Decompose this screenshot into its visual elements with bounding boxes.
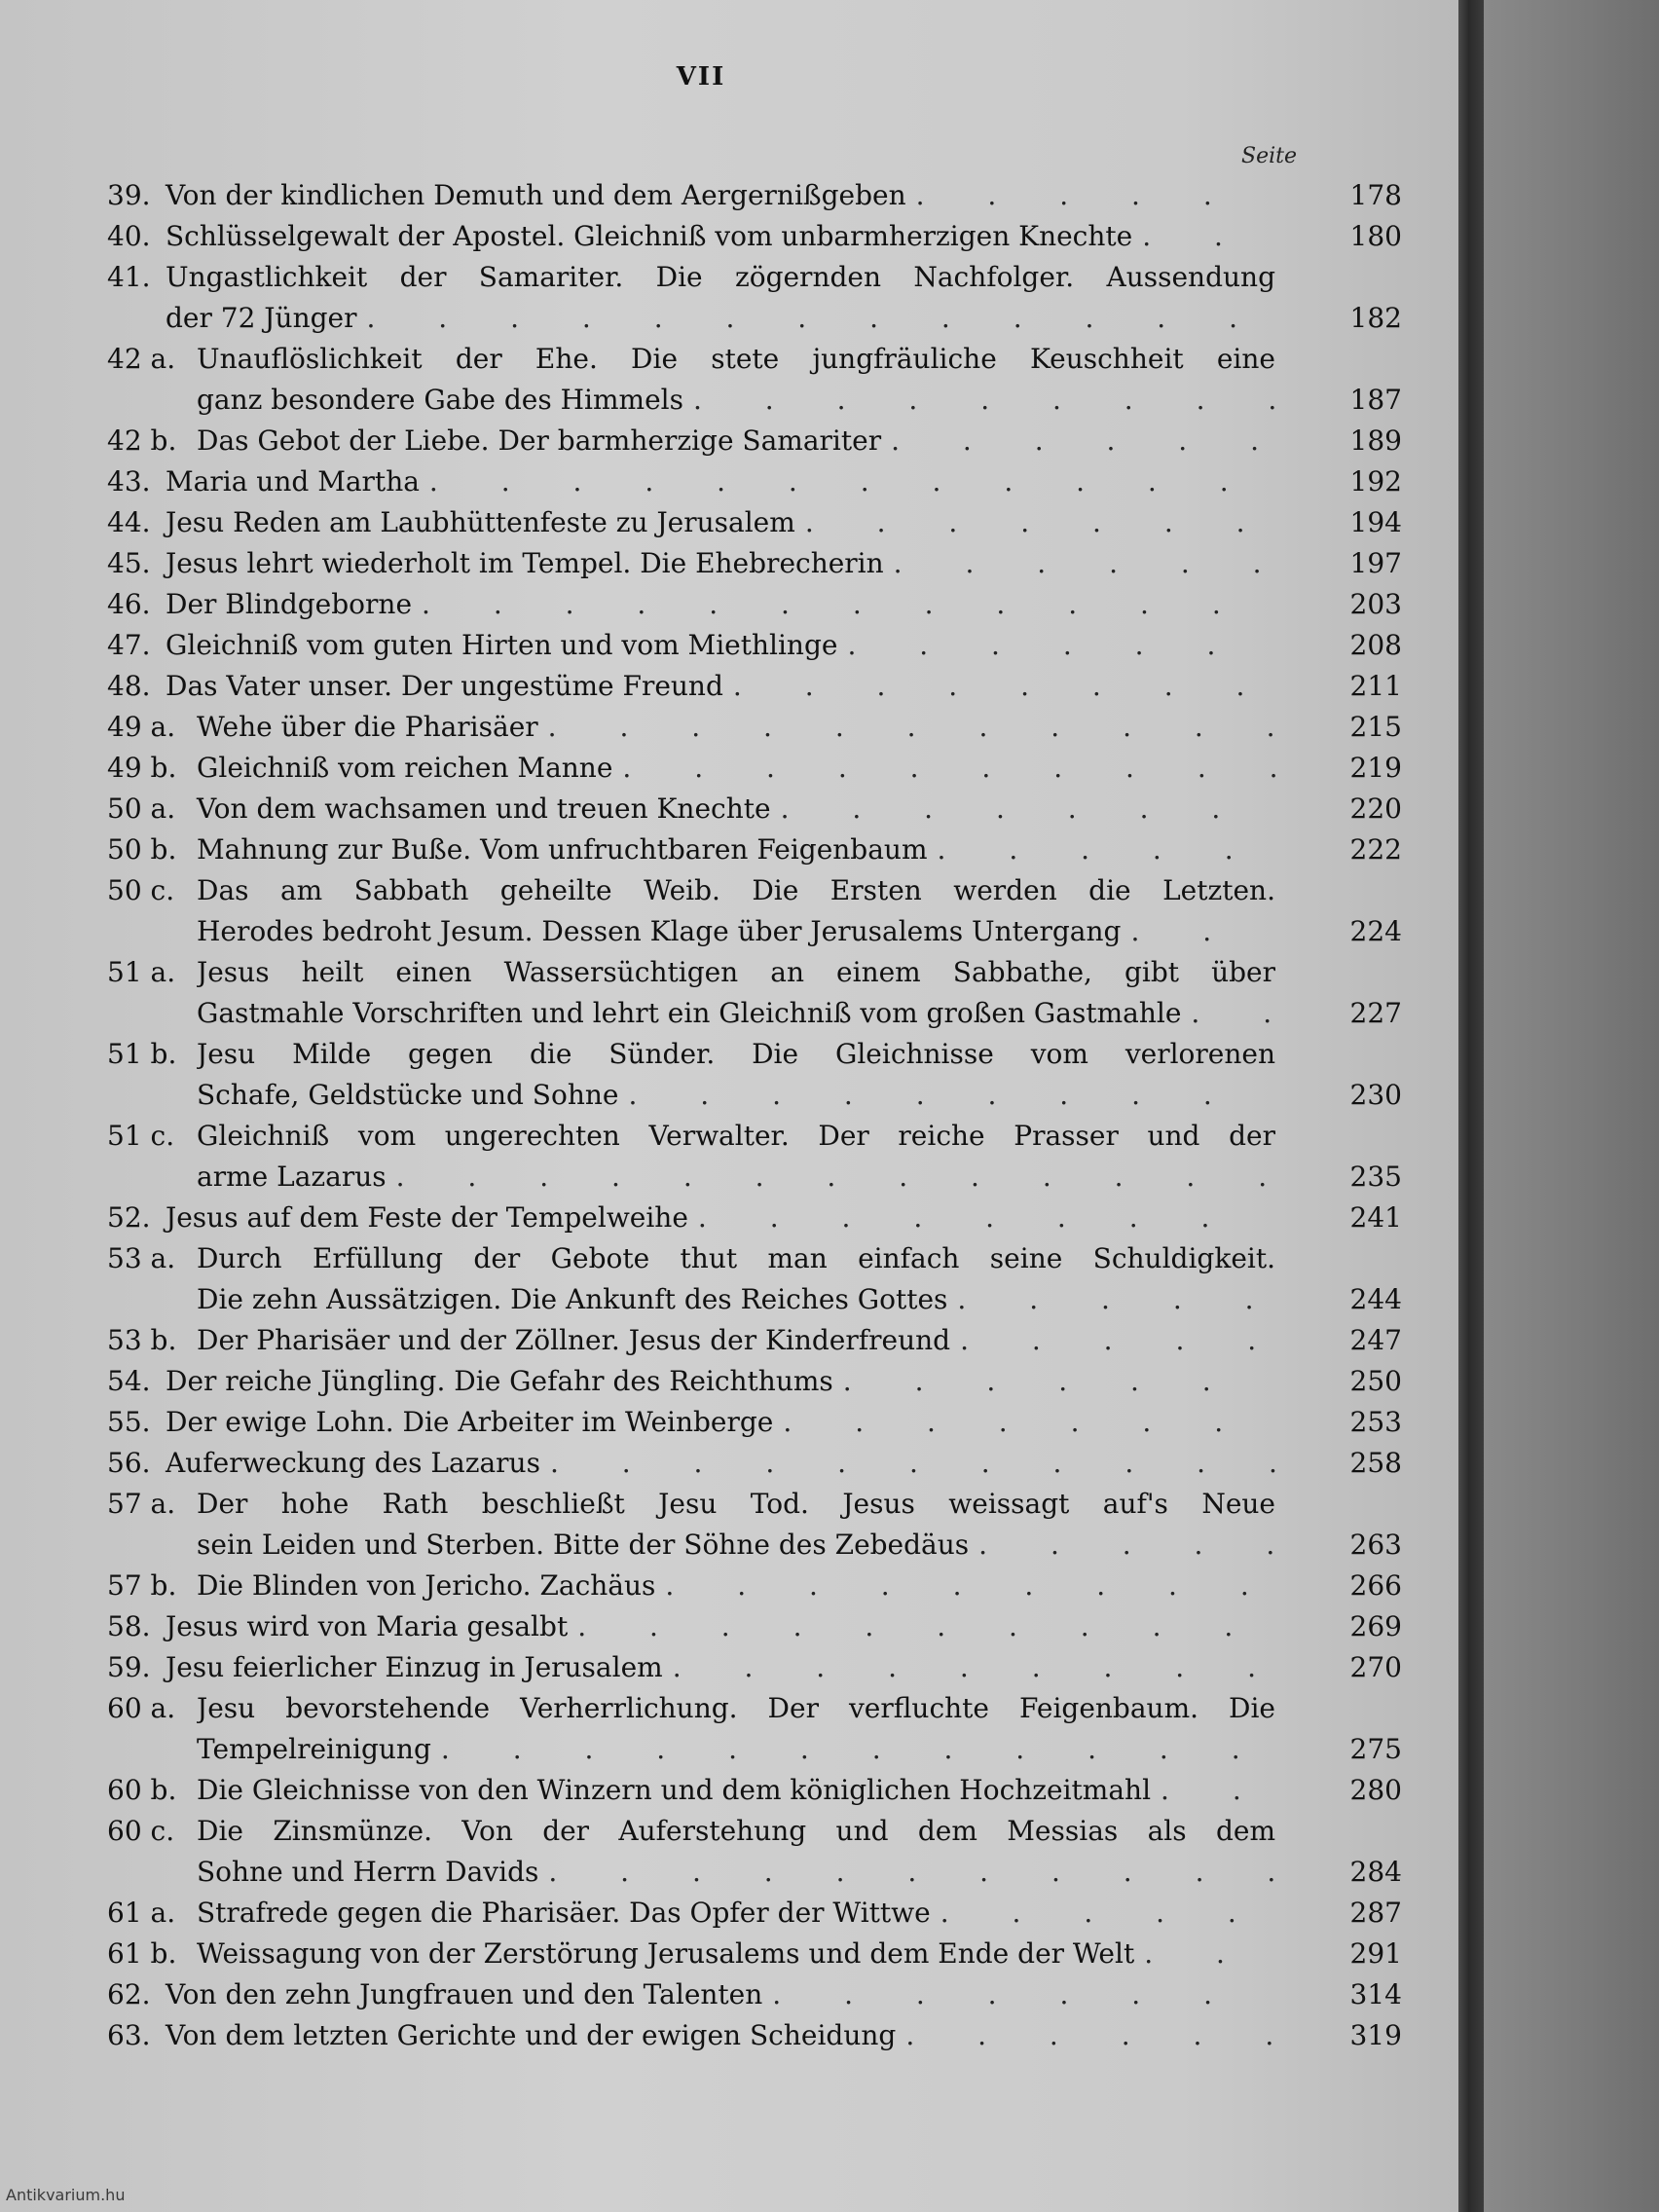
toc-entry-line <box>197 1934 1402 1974</box>
toc-entry-number: 50 c. <box>107 874 175 906</box>
watermark: Antikvarium.hu <box>6 2186 126 2204</box>
toc-entry-line <box>166 666 1402 707</box>
toc-entry-page: 180 <box>1349 220 1402 252</box>
dot-leader <box>366 298 1275 339</box>
toc-entry-body <box>166 1402 1402 1443</box>
page-number: VII <box>676 62 726 92</box>
toc-entry-title: Mahnung zur Buße. Vom unfruchtbaren Feigenbaum <box>197 833 928 866</box>
toc-entry-body <box>197 1688 1402 1770</box>
toc-entry-page: 269 <box>1349 1610 1402 1642</box>
toc-entry-number: 55. <box>107 1406 151 1438</box>
toc-entry-number: 53 b. <box>107 1324 177 1356</box>
toc-entry-number: 56. <box>107 1447 151 1479</box>
toc-entry <box>107 1811 1402 1893</box>
toc-entry-title: Die Blinden von Jericho. Zachäus <box>197 1569 656 1602</box>
toc-entry-number: 41. <box>107 261 151 293</box>
toc-entry-page: 222 <box>1349 833 1402 866</box>
toc-entry-number: 49 a. <box>107 711 176 743</box>
toc-entry-line: Der hohe Rath beschließt Jesu Tod. Jesus weissagt auf's Neue <box>197 1488 1275 1520</box>
toc-entry-line <box>166 298 1402 339</box>
toc-entry <box>107 543 1402 584</box>
dot-leader <box>622 748 1275 789</box>
toc-entry-line <box>197 1770 1402 1811</box>
toc-entry-line <box>197 911 1402 952</box>
toc-entry-page: 280 <box>1349 1774 1402 1806</box>
dot-leader <box>673 1647 1275 1688</box>
toc-entry-line <box>166 1402 1402 1443</box>
toc-entry-line <box>197 421 1402 461</box>
book-gutter <box>1458 0 1484 2212</box>
toc-entry-page: 227 <box>1349 997 1402 1029</box>
toc-entry-title: Der ewige Lohn. Die Arbeiter im Weinberge <box>166 1406 774 1438</box>
table-of-contents <box>107 175 1402 2056</box>
toc-entry-number: 59. <box>107 1651 151 1683</box>
toc-entry <box>107 216 1402 257</box>
toc-entry-number: 61 a. <box>107 1897 176 1929</box>
toc-entry-page: 189 <box>1349 424 1402 457</box>
toc-entry-line <box>197 1075 1402 1116</box>
toc-entry-line <box>166 461 1402 502</box>
toc-entry-number: 44. <box>107 506 151 538</box>
dot-leader <box>781 789 1275 830</box>
toc-entry <box>107 1320 1402 1361</box>
toc-entry-line: Das am Sabbath geheilte Weib. Die Ersten werden die Letzten. <box>197 874 1275 906</box>
toc-entry-line: Durch Erfüllung der Gebote thut man einfach seine Schuldigkeit. <box>197 1242 1275 1274</box>
toc-entry <box>107 1238 1402 1320</box>
toc-entry-body <box>197 1566 1402 1606</box>
toc-entry-number: 50 a. <box>107 793 176 825</box>
toc-entry-page: 287 <box>1349 1897 1402 1929</box>
toc-entry-line <box>197 1893 1402 1934</box>
toc-entry-body <box>197 1811 1402 1893</box>
toc-entry-page: 182 <box>1349 302 1402 334</box>
toc-entry-line <box>166 216 1402 257</box>
dot-leader <box>1142 216 1275 257</box>
toc-entry-page: 235 <box>1349 1161 1402 1193</box>
toc-entry-line <box>166 1443 1402 1484</box>
dot-leader <box>396 1157 1275 1198</box>
dot-leader <box>548 707 1275 748</box>
toc-entry-number: 46. <box>107 588 151 620</box>
dot-leader <box>957 1279 1275 1320</box>
toc-entry-number: 58. <box>107 1610 151 1642</box>
toc-entry-title: Gleichniß vom guten Hirten und vom Miethlinge <box>166 629 838 661</box>
page-column-header: Seite <box>1241 144 1297 168</box>
dot-leader <box>665 1566 1275 1606</box>
toc-entry-page: 215 <box>1349 711 1402 743</box>
toc-entry-body <box>166 625 1402 666</box>
toc-entry-body <box>166 2015 1402 2056</box>
dot-leader <box>938 830 1275 870</box>
toc-entry-line <box>197 707 1402 748</box>
dot-leader <box>891 421 1275 461</box>
toc-entry-title: Jesus lehrt wiederholt im Tempel. Die Ehebrecherin <box>166 547 884 579</box>
toc-entry-line <box>166 1361 1402 1402</box>
toc-entry-body <box>197 1934 1402 1974</box>
dot-leader <box>1191 993 1275 1034</box>
toc-entry-line <box>197 1525 1402 1566</box>
toc-entry-body <box>166 216 1402 257</box>
toc-entry-body <box>166 1443 1402 1484</box>
toc-entry-number: 60 c. <box>107 1815 175 1847</box>
toc-entry-title: Von dem letzten Gerichte und der ewigen Scheidung <box>166 2019 897 2051</box>
toc-entry-title: Der Blindgeborne <box>166 588 413 620</box>
toc-entry-title: Gastmahle Vorschriften und lehrt ein Gleichniß vom großen Gastmahle <box>197 997 1182 1029</box>
toc-entry <box>107 1606 1402 1647</box>
toc-entry-body <box>166 584 1402 625</box>
dot-leader <box>429 461 1275 502</box>
toc-entry-page: 244 <box>1349 1283 1402 1315</box>
toc-entry-number: 50 b. <box>107 833 177 866</box>
toc-entry-title: Das Gebot der Liebe. Der barmherzige Samariter <box>197 424 882 457</box>
toc-entry <box>107 502 1402 543</box>
toc-entry-page: 194 <box>1349 506 1402 538</box>
toc-entry-page: 263 <box>1349 1529 1402 1561</box>
toc-entry-line: Ungastlichkeit der Samariter. Die zögernden Nachfolger. Aussendung <box>166 261 1275 293</box>
toc-entry-body <box>197 1116 1402 1198</box>
toc-entry-title: der 72 Jünger <box>166 302 357 334</box>
toc-entry-number: 63. <box>107 2019 151 2051</box>
toc-entry-body <box>197 421 1402 461</box>
toc-entry-title: ganz besondere Gabe des Himmels <box>197 384 683 416</box>
toc-entry-line <box>166 1606 1402 1647</box>
toc-entry-page: 291 <box>1349 1937 1402 1970</box>
toc-entry-body <box>197 1770 1402 1811</box>
toc-entry <box>107 1361 1402 1402</box>
toc-entry-body <box>197 339 1402 421</box>
toc-entry-body <box>197 1893 1402 1934</box>
toc-entry-line: Jesus heilt einen Wassersüchtigen an einem Sabbathe, gibt über <box>197 956 1275 988</box>
toc-entry-number: 49 b. <box>107 752 177 784</box>
toc-entry-title: sein Leiden und Sterben. Bitte der Söhne des Zebedäus <box>197 1529 970 1561</box>
toc-entry-line <box>166 584 1402 625</box>
toc-entry-title: Tempelreinigung <box>197 1733 431 1765</box>
toc-entry-line: Gleichniß vom ungerechten Verwalter. Der reiche Prasser und der <box>197 1120 1275 1152</box>
toc-entry-number: 40. <box>107 220 151 252</box>
toc-entry-number: 57 a. <box>107 1488 176 1520</box>
dot-leader <box>550 1443 1275 1484</box>
dot-leader <box>548 1852 1275 1893</box>
dot-leader <box>1130 911 1275 952</box>
toc-entry-number: 51 c. <box>107 1120 175 1152</box>
toc-entry-line <box>166 543 1402 584</box>
toc-entry-title: Jesu Reden am Laubhüttenfeste zu Jerusalem <box>166 506 795 538</box>
toc-entry <box>107 830 1402 870</box>
toc-entry-page: 178 <box>1349 179 1402 211</box>
toc-entry <box>107 1402 1402 1443</box>
dot-leader <box>441 1729 1275 1770</box>
toc-entry-page: 220 <box>1349 793 1402 825</box>
toc-entry-number: 62. <box>107 1978 151 2010</box>
toc-entry <box>107 257 1402 339</box>
toc-entry-body <box>166 502 1402 543</box>
toc-entry-page: 203 <box>1349 588 1402 620</box>
toc-entry-number: 61 b. <box>107 1937 177 1970</box>
toc-entry-page: 241 <box>1349 1201 1402 1234</box>
dot-leader <box>916 175 1275 216</box>
toc-entry-line <box>197 830 1402 870</box>
toc-entry-page: 230 <box>1349 1079 1402 1111</box>
toc-entry-line <box>166 625 1402 666</box>
toc-entry-body <box>197 1238 1402 1320</box>
toc-entry <box>107 789 1402 830</box>
toc-entry-title: Strafrede gegen die Pharisäer. Das Opfer der Wittwe <box>197 1897 931 1929</box>
toc-entry-line <box>197 1320 1402 1361</box>
dot-leader <box>577 1606 1275 1647</box>
toc-entry-page: 270 <box>1349 1651 1402 1683</box>
toc-entry-page: 284 <box>1349 1856 1402 1888</box>
toc-entry-number: 42 b. <box>107 424 177 457</box>
toc-entry-line <box>166 175 1402 216</box>
toc-entry-body <box>166 461 1402 502</box>
toc-entry <box>107 1034 1402 1116</box>
toc-entry-page: 224 <box>1349 915 1402 947</box>
toc-entry-body <box>166 1606 1402 1647</box>
toc-entry-line <box>197 380 1402 421</box>
dot-leader <box>843 1361 1275 1402</box>
toc-entry-body <box>197 870 1402 952</box>
toc-entry <box>107 1934 1402 1974</box>
toc-entry-title: Herodes bedroht Jesum. Dessen Klage über Jerusalems Untergang <box>197 915 1122 947</box>
toc-entry-title: Die Gleichnisse von den Winzern und dem königlichen Hochzeitmahl <box>197 1774 1152 1806</box>
dot-leader <box>772 1974 1275 2015</box>
toc-entry-number: 51 a. <box>107 956 176 988</box>
toc-entry-line <box>197 993 1402 1034</box>
toc-entry-title: Schafe, Geldstücke und Sohne <box>197 1079 619 1111</box>
toc-entry-title: Das Vater unser. Der ungestüme Freund <box>166 670 723 702</box>
toc-entry-number: 51 b. <box>107 1038 177 1070</box>
toc-entry <box>107 870 1402 952</box>
toc-entry-body <box>197 707 1402 748</box>
toc-entry-body <box>197 830 1402 870</box>
toc-entry-line: Jesu bevorstehende Verherrlichung. Der verfluchte Feigenbaum. Die <box>197 1692 1275 1724</box>
toc-entry-title: Von dem wachsamen und treuen Knechte <box>197 793 771 825</box>
toc-entry-page: 192 <box>1349 465 1402 498</box>
toc-entry-title: Schlüsselgewalt der Apostel. Gleichniß vom unbarmherzigen Knechte <box>166 220 1133 252</box>
toc-entry-line <box>166 1974 1402 2015</box>
toc-entry-page: 208 <box>1349 629 1402 661</box>
toc-entry-number: 60 a. <box>107 1692 176 1724</box>
toc-entry <box>107 339 1402 421</box>
toc-entry-body <box>197 1484 1402 1566</box>
toc-entry <box>107 1688 1402 1770</box>
toc-entry <box>107 707 1402 748</box>
toc-entry-title: Weissagung von der Zerstörung Jerusalems und dem Ende der Welt <box>197 1937 1135 1970</box>
toc-entry-line <box>197 1279 1402 1320</box>
toc-entry-body <box>197 748 1402 789</box>
toc-entry <box>107 1443 1402 1484</box>
toc-entry-page: 319 <box>1349 2019 1402 2051</box>
toc-entry <box>107 1198 1402 1238</box>
toc-entry-page: 211 <box>1349 670 1402 702</box>
toc-entry <box>107 1116 1402 1198</box>
toc-entry-line <box>197 1852 1402 1893</box>
dot-leader <box>960 1320 1275 1361</box>
toc-entry <box>107 584 1402 625</box>
toc-entry <box>107 1647 1402 1688</box>
toc-entry <box>107 666 1402 707</box>
toc-entry-line <box>197 1566 1402 1606</box>
toc-entry-line <box>197 1157 1402 1198</box>
toc-entry-title: Auferweckung des Lazarus <box>166 1447 540 1479</box>
book-cover-board <box>1484 0 1659 2212</box>
toc-entry-line <box>197 748 1402 789</box>
dot-leader <box>905 2015 1275 2056</box>
toc-entry-line <box>197 1729 1402 1770</box>
dot-leader <box>1161 1770 1275 1811</box>
toc-entry-number: 45. <box>107 547 151 579</box>
dot-leader <box>698 1198 1275 1238</box>
toc-entry-line <box>197 789 1402 830</box>
toc-entry-title: Der reiche Jüngling. Die Gefahr des Reichthums <box>166 1365 833 1397</box>
toc-entry <box>107 748 1402 789</box>
toc-entry-line <box>166 2015 1402 2056</box>
toc-entry-number: 54. <box>107 1365 151 1397</box>
toc-entry-body <box>166 1198 1402 1238</box>
dot-leader <box>693 380 1275 421</box>
toc-entry-line <box>166 1647 1402 1688</box>
toc-entry-body <box>197 1034 1402 1116</box>
toc-entry <box>107 175 1402 216</box>
toc-entry-title: Sohne und Herrn Davids <box>197 1856 539 1888</box>
toc-entry <box>107 1484 1402 1566</box>
toc-entry-title: Maria und Martha <box>166 465 420 498</box>
toc-entry-body <box>197 1320 1402 1361</box>
dot-leader <box>805 502 1275 543</box>
toc-entry-line <box>166 1198 1402 1238</box>
toc-entry-body <box>166 1361 1402 1402</box>
toc-entry-title: Der Pharisäer und der Zöllner. Jesus der Kinderfreund <box>197 1324 951 1356</box>
toc-entry <box>107 421 1402 461</box>
toc-entry <box>107 2015 1402 2056</box>
toc-entry-page: 247 <box>1349 1324 1402 1356</box>
toc-entry-page: 314 <box>1349 1978 1402 2010</box>
toc-entry-page: 275 <box>1349 1733 1402 1765</box>
toc-entry-number: 60 b. <box>107 1774 177 1806</box>
toc-entry-line: Jesu Milde gegen die Sünder. Die Gleichnisse vom verlorenen <box>197 1038 1275 1070</box>
toc-entry <box>107 1974 1402 2015</box>
toc-entry <box>107 952 1402 1034</box>
dot-leader <box>1144 1934 1275 1974</box>
toc-entry-number: 42 a. <box>107 343 176 375</box>
toc-entry-page: 253 <box>1349 1406 1402 1438</box>
toc-entry-title: Jesus wird von Maria gesalbt <box>166 1610 569 1642</box>
toc-entry-line: Unauflöslichkeit der Ehe. Die stete jungfräuliche Keuschheit eine <box>197 343 1275 375</box>
toc-entry-body <box>197 789 1402 830</box>
toc-entry-title: Von der kindlichen Demuth und dem Aergernißgeben <box>166 179 906 211</box>
dot-leader <box>847 625 1275 666</box>
toc-entry-title: Jesus auf dem Feste der Tempelweihe <box>166 1201 688 1234</box>
toc-entry-title: Wehe über die Pharisäer <box>197 711 538 743</box>
toc-entry-number: 52. <box>107 1201 151 1234</box>
toc-entry-number: 48. <box>107 670 151 702</box>
toc-entry-page: 197 <box>1349 547 1402 579</box>
toc-entry-body <box>166 1647 1402 1688</box>
toc-entry-title: Von den zehn Jungfrauen und den Talenten <box>166 1978 763 2010</box>
toc-entry-body <box>166 175 1402 216</box>
dot-leader <box>422 584 1275 625</box>
toc-entry-body <box>166 257 1402 339</box>
toc-entry <box>107 1566 1402 1606</box>
toc-entry-body <box>197 952 1402 1034</box>
dot-leader <box>978 1525 1275 1566</box>
toc-entry-page: 266 <box>1349 1569 1402 1602</box>
toc-entry <box>107 1893 1402 1934</box>
toc-entry-number: 53 a. <box>107 1242 176 1274</box>
toc-entry-number: 43. <box>107 465 151 498</box>
toc-entry-title: Gleichniß vom reichen Manne <box>197 752 613 784</box>
toc-entry-body <box>166 1974 1402 2015</box>
dot-leader <box>940 1893 1275 1934</box>
toc-entry-title: Die zehn Aussätzigen. Die Ankunft des Reiches Gottes <box>197 1283 948 1315</box>
toc-entry <box>107 461 1402 502</box>
toc-entry-page: 258 <box>1349 1447 1402 1479</box>
toc-entry-page: 219 <box>1349 752 1402 784</box>
dot-leader <box>733 666 1275 707</box>
dot-leader <box>628 1075 1275 1116</box>
toc-entry-line <box>166 502 1402 543</box>
toc-entry-line: Die Zinsmünze. Von der Auferstehung und dem Messias als dem <box>197 1815 1275 1847</box>
toc-entry-body <box>166 666 1402 707</box>
dot-leader <box>894 543 1275 584</box>
toc-entry-number: 39. <box>107 179 151 211</box>
dot-leader <box>783 1402 1275 1443</box>
toc-entry-number: 57 b. <box>107 1569 177 1602</box>
toc-entry <box>107 1770 1402 1811</box>
toc-entry-body <box>166 543 1402 584</box>
toc-entry-page: 187 <box>1349 384 1402 416</box>
toc-entry-page: 250 <box>1349 1365 1402 1397</box>
toc-entry-title: Jesu feierlicher Einzug in Jerusalem <box>166 1651 663 1683</box>
toc-entry <box>107 625 1402 666</box>
toc-entry-title: arme Lazarus <box>197 1161 387 1193</box>
toc-entry-number: 47. <box>107 629 151 661</box>
